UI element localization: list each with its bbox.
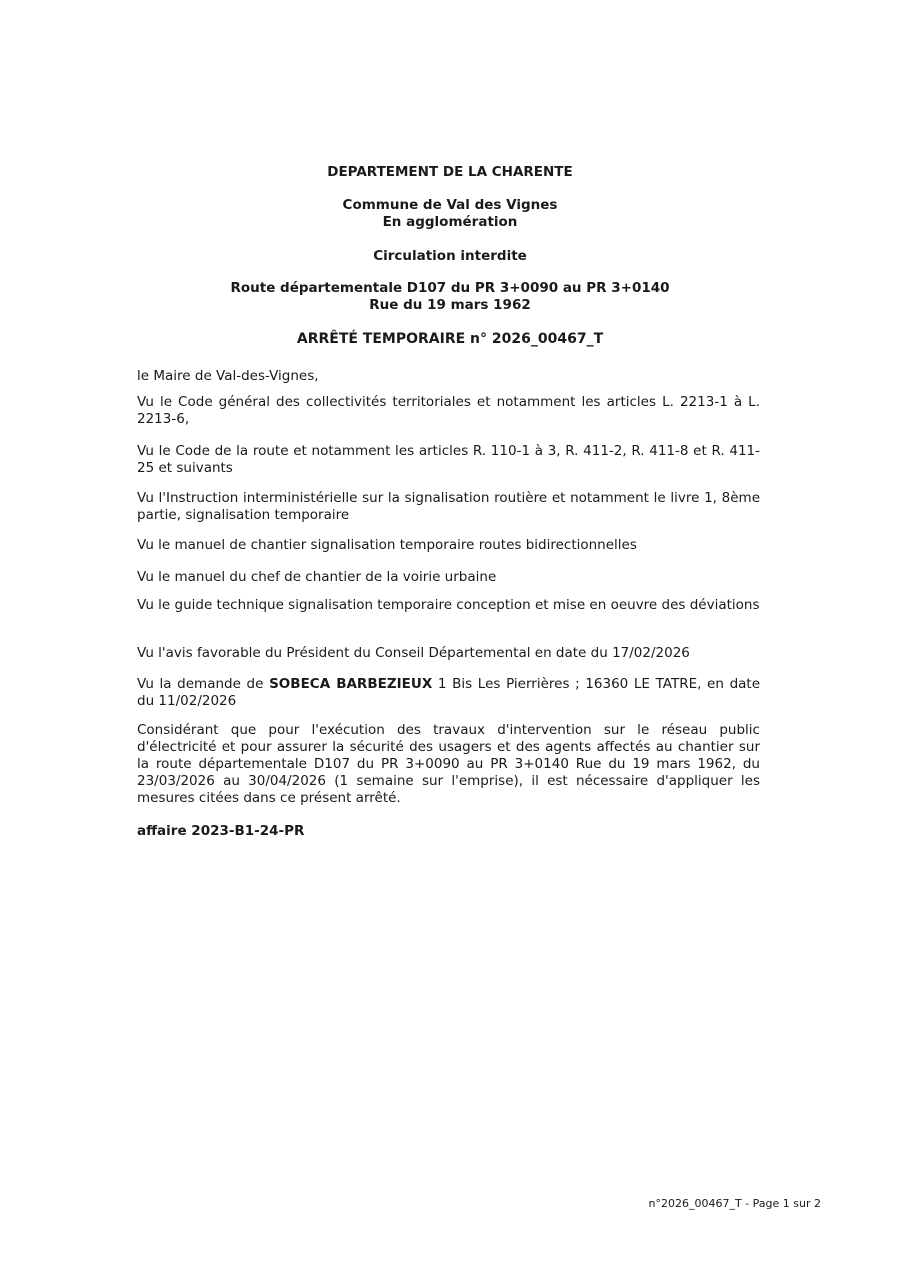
- vu-code-route-text: Vu le Code de la route et notamment les articles R. 110-1 à 3, R. 411-2, R. 411-8 et R. 411-25 et suivants: [137, 443, 760, 476]
- measure-title: Circulation interdite: [373, 248, 527, 264]
- vu-cgct-paragraph: [137, 394, 760, 428]
- vu-guide-paragraph: [137, 597, 760, 614]
- vu-instruction-text: Vu l'Instruction interministérielle sur la signalisation routière et notamment le livre 1, 8ème partie, signalisation temporaire: [137, 490, 760, 523]
- vu-manuel-chef-paragraph: [137, 569, 760, 586]
- department-name: DEPARTEMENT DE LA CHARENTE: [327, 164, 573, 180]
- vu-guide-text: Vu le guide technique signalisation temporaire conception et mise en oeuvre des déviations: [137, 597, 760, 613]
- arrete-title: ARRÊTÉ TEMPORAIRE n° 2026_00467_T: [296, 331, 604, 347]
- considerant-paragraph: [137, 722, 760, 807]
- commune-name: Commune de Val des Vignes: [342, 197, 558, 213]
- route-block: [0, 280, 900, 314]
- page-reference: n°2026_00467_T - Page 1 sur 2: [648, 1197, 821, 1210]
- route-line-1: Route départementale D107 du PR 3+0090 au PR 3+0140: [230, 280, 670, 296]
- vu-code-route-paragraph: [137, 443, 760, 477]
- maire-paragraph: [137, 368, 760, 385]
- vu-avis-paragraph: [137, 645, 760, 662]
- zone-label: En agglomération: [382, 214, 518, 230]
- considerant-text: Considérant que pour l'exécution des travaux d'intervention sur le réseau public d'électricité et pour assurer la sécurité des usagers et des agents affectés au chantier sur la route départementale D107 du PR 3+0090 au PR 3+0140 Rue du 19 mars 1962, du 23/03/2026 au 30/04/2026 (1 semaine sur l'emprise), il est nécessaire d'appliquer les mesures citées dans ce présent arrêté.: [137, 722, 760, 806]
- vu-demande-text: [137, 676, 760, 710]
- vu-demande-paragraph: [137, 676, 760, 710]
- vu-cgct-text: Vu le Code général des collectivités territoriales et notamment les articles L. 2213-1 à L. 2213-6,: [137, 394, 760, 427]
- arrete-block: [0, 331, 900, 348]
- vu-avis-text: Vu l'avis favorable du Président du Conseil Départemental en date du 17/02/2026: [137, 645, 690, 661]
- demande-prefix: Vu la demande de: [137, 676, 270, 692]
- maire-line: le Maire de Val-des-Vignes,: [137, 368, 319, 384]
- vu-manuel-chantier-text: Vu le manuel de chantier signalisation temporaire routes bidirectionnelles: [137, 537, 637, 553]
- demande-suffix: 1 Bis Les Pierrières ; 16360 LE TATRE, en date du 11/02/2026: [137, 676, 761, 709]
- vu-instruction-paragraph: [137, 490, 760, 524]
- route-line-2: Rue du 19 mars 1962: [369, 297, 531, 313]
- demande-company: SOBECA BARBEZIEUX: [269, 676, 433, 692]
- commune-block: [0, 197, 900, 231]
- department-title: [0, 164, 900, 181]
- affaire-reference: affaire 2023-B1-24-PR: [137, 823, 305, 839]
- vu-manuel-chantier-paragraph: [137, 537, 760, 554]
- page-footer: [600, 1197, 821, 1211]
- measure-block: [0, 248, 900, 265]
- vu-manuel-chef-text: Vu le manuel du chef de chantier de la voirie urbaine: [137, 569, 497, 585]
- affaire-paragraph: [137, 823, 760, 840]
